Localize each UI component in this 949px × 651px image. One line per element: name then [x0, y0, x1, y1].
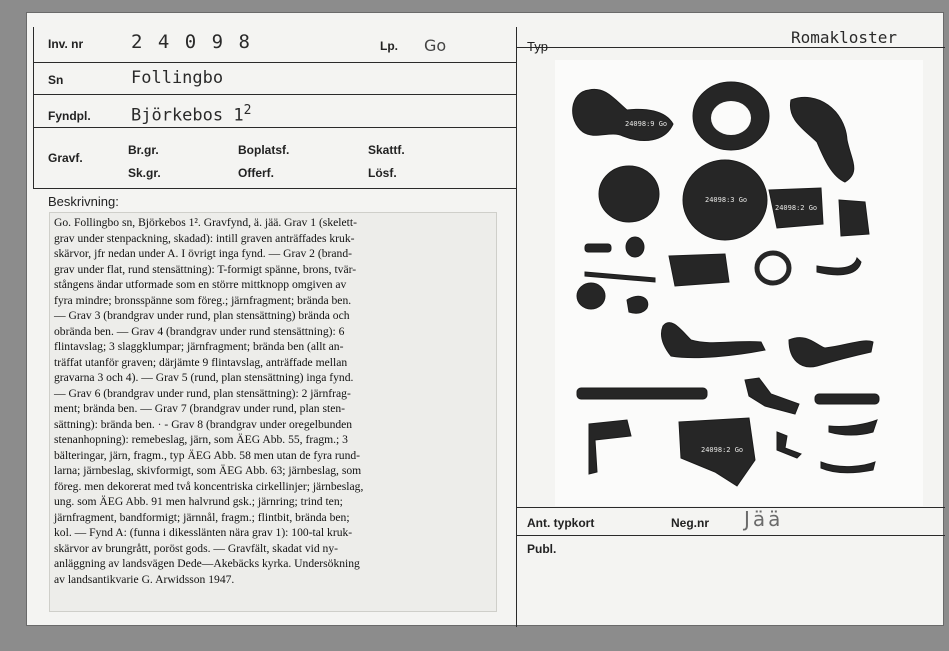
artifact-pin	[627, 296, 648, 313]
sn-label: Sn	[48, 73, 64, 87]
fyndpl-value	[131, 103, 251, 126]
inv-nr-value: 2 4 0 9 8	[131, 31, 252, 53]
ant-typkort-label: Ant. typkort	[527, 516, 595, 530]
brgr-label: Br.gr.	[128, 143, 159, 157]
description-line: — Grav 3 (brandgrav under rund, plan stensättning) brända och	[54, 309, 350, 322]
photo-label-3: 24098:2 Go	[775, 204, 818, 212]
description-line: anläggning av landsvägen Dede—Akebäcks kyrka. Undersökning	[54, 557, 360, 570]
artifact-nail	[589, 420, 631, 474]
description-line: stenanhopning): remebeslag, järn, som ÄEG Abb. 55, fragm.; 3	[54, 433, 348, 446]
artifact-fragment-small	[839, 200, 869, 236]
description-line: järnfragment, bandformigt; järnnål, fragm.; flintbit, brända ben;	[54, 510, 350, 524]
description-line: larna; järnbeslag, skivformigt, som ÄEG Abb. 63; järnbeslag, som	[54, 464, 362, 477]
photo-label-1: 24098:9 Go	[625, 120, 668, 128]
fyndpl-text: Björkebos 1	[131, 105, 244, 126]
artifact-lump	[626, 237, 644, 257]
gravf-label: Gravf.	[48, 151, 83, 165]
artifact-ring-small	[757, 253, 789, 283]
artifact-bar-small	[585, 244, 611, 252]
neg-nr-value: Jää	[744, 507, 784, 531]
description-line: flintavslag; 3 slaggklumpar; järnfragment; brända ben (allt an-	[54, 340, 344, 353]
skattf-label: Skattf.	[368, 143, 405, 157]
publ-label: Publ.	[527, 542, 557, 556]
artifact-curved-band	[829, 420, 877, 435]
description-line: sättning): brända ben. · - Grav 8 (brandgrav under oregelbunden	[54, 417, 353, 431]
fyndpl-superscript: 2	[243, 103, 252, 118]
artifact-hook	[817, 258, 861, 275]
artifact-fibula-1	[661, 323, 765, 358]
rule-left-2	[33, 94, 516, 95]
artifact-lump-2	[577, 283, 605, 309]
losf-label: Lösf.	[368, 166, 397, 180]
beskrivning-label: Beskrivning:	[48, 194, 119, 209]
card-divider-vertical	[516, 27, 517, 627]
rule-left-3	[33, 127, 516, 128]
description-line: kol. — Fynd A: (funna i dikesslänten nära grav 1): 100-tal kruk-	[54, 526, 353, 539]
sn-value: Follingbo	[131, 68, 224, 88]
rule-right-2	[516, 507, 945, 508]
lp-value: Go	[424, 36, 447, 55]
rule-left-1	[33, 62, 516, 63]
inv-nr-label: Inv. nr	[48, 37, 84, 51]
description-line: gravarna 3 och 4). — Grav 5 (rund, plan stensättning) inga fynd.	[54, 371, 354, 384]
rule-right-1	[516, 47, 945, 48]
description-line: fyra mindre; bronsspänne som föreg.; järnfragment; brända ben.	[54, 293, 352, 307]
catalog-card	[26, 12, 944, 626]
artifact-fibula-2	[789, 338, 873, 367]
artifact-rod-long	[577, 388, 707, 399]
artifact-hook-ring	[573, 89, 673, 140]
description-line: grav under flat, rund stensättning): T-formigt spänne, brons, tvär-	[54, 262, 357, 276]
description-line: skärvor av brungrått, poröst gods. — Gravfält, skadat vid ny-	[54, 541, 338, 555]
description-line: obrända ben. — Grav 4 (brandgrav under rund stensättning): 6	[54, 324, 345, 338]
description-line: skärvor, jfr nedan under A. I övrigt inga fynd. — Grav 2 (brand-	[54, 247, 352, 260]
description-line: — Grav 6 (brandgrav under rund, plan stensättning): 2 järnfrag-	[54, 386, 351, 400]
description-line: ung. som ÄEG Abb. 91 men halvrund gsk.; järnring; trind ten;	[54, 495, 343, 508]
typ-label: Typ	[527, 39, 548, 54]
description-line: träffat utanför graven; därjämte 9 flintavslag, anträffade mellan	[54, 355, 348, 369]
rule-left-4	[33, 188, 516, 189]
description-line: stångens ändar utformade som en större mittknopp omgiven av	[54, 278, 347, 291]
description-line: bälteringar, järn, fragm., typ ÄEG Abb. 58 men utan de fyra rund-	[54, 448, 361, 462]
site-name: Romakloster	[791, 28, 897, 47]
artifact-photo	[555, 60, 923, 506]
artifact-thin-rod	[585, 272, 655, 282]
skgr-label: Sk.gr.	[128, 166, 161, 180]
neg-nr-label: Neg.nr	[671, 516, 710, 530]
offerf-label: Offerf.	[238, 166, 274, 180]
artifact-plate	[669, 254, 729, 286]
artifact-ring-hole	[711, 101, 751, 135]
description-line: föreg. men dekorerat med två koncentriska cirkellinjer; järnbeslag,	[54, 479, 364, 493]
fyndpl-label: Fyndpl.	[48, 109, 91, 123]
photo-label-2: 24098:3 Go	[705, 196, 748, 204]
description-line: ment; brända ben. — Grav 7 (brandgrav under rund, plan sten-	[54, 402, 346, 415]
rule-left-margin	[33, 27, 34, 188]
boplatsf-label: Boplatsf.	[238, 143, 290, 157]
photo-label-4: 24098:2 Go	[701, 446, 744, 454]
artifact-disc-small	[599, 166, 659, 222]
description-line: Go. Follingbo sn, Björkebos 1². Gravfynd, ä. jää. Grav 1 (skelett-	[54, 216, 357, 229]
artifact-small-hook	[777, 432, 801, 458]
lp-label: Lp.	[380, 39, 398, 53]
rule-right-3	[516, 535, 945, 536]
artifact-photo-svg	[555, 60, 923, 506]
description-line: av landsantikvarie G. Arwidsson 1947.	[54, 572, 235, 586]
artifact-rod-short	[815, 394, 879, 404]
description-text	[49, 212, 497, 612]
artifact-bracket	[745, 378, 799, 414]
description-line: grav under stenpackning, skadad): intill graven anträffades kruk-	[54, 231, 355, 245]
artifact-curved-band-2	[821, 462, 875, 473]
artifact-curved-fragment	[790, 97, 853, 182]
